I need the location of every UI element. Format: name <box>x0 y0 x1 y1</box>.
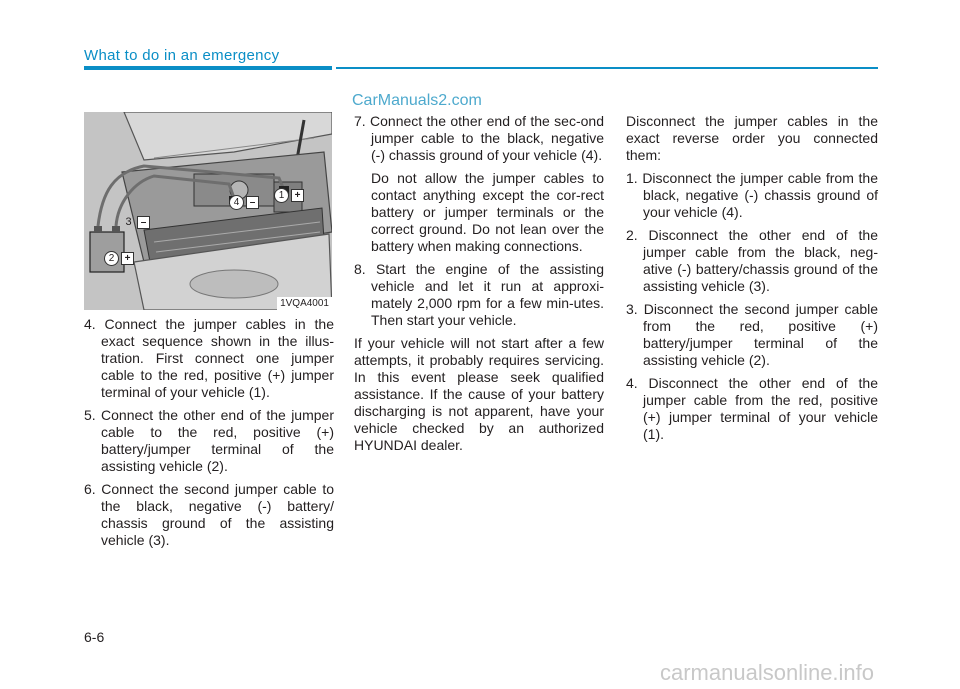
disconnect-intro: Disconnect the jumper cables in the exact reverse order you connected them: <box>626 113 878 163</box>
step-4: 4. Connect the jumper cables in the exact sequence shown in the illus-tration. First connect one jumper cable to the red, positive (+) jumper terminal of your vehicle (1). <box>84 316 334 400</box>
step-8: 8. Start the engine of the assisting vehicle and let it run at approxi-mately 2,000 rpm for a few min-utes. Then start your vehicle. <box>354 261 604 328</box>
callout-number: 2 <box>104 251 119 266</box>
disconnect-step-1: 1. Disconnect the jumper cable from the black, negative (-) chassis ground of your vehicle (4). <box>626 170 878 220</box>
disconnect-step-2: 2. Disconnect the other end of the jumper cable from the black, neg-ative (-) battery/chassis ground of the assisting vehicle (3). <box>626 227 878 294</box>
step-6: 6. Connect the second jumper cable to the black, negative (-) battery/ chassis ground of the assisting vehicle (3). <box>84 481 334 548</box>
header-rule-thick <box>84 66 332 70</box>
header-rule-thin <box>336 67 878 69</box>
positive-terminal-icon: + <box>291 189 304 202</box>
watermark-top[interactable]: CarManuals2.com <box>352 92 482 109</box>
step-7: 7. Connect the other end of the sec-ond jumper cable to the black, negative (-) chassis ground of your vehicle (4). <box>354 113 604 163</box>
disconnect-step-3: 3. Disconnect the second jumper cable from the red, positive (+) battery/jumper terminal of the assisting vehicle (2). <box>626 301 878 368</box>
step-5: 5. Connect the other end of the jumper cable to the red, positive (+) battery/jumper terminal of the assisting vehicle (2). <box>84 407 334 474</box>
service-paragraph: If your vehicle will not start after a few attempts, it probably requires servicing. In this event please seek qualified assistance. If the cause of your battery discharging is not apparent, have your vehicle checked by an authorized HYUNDAI dealer. <box>354 335 604 453</box>
callout-2 <box>104 251 134 266</box>
negative-terminal-icon: – <box>137 216 150 229</box>
callout-4 <box>229 195 259 210</box>
section-title: What to do in an emergency <box>84 47 280 64</box>
callout-number: 3 <box>125 216 132 228</box>
figure-code: 1VQA4001 <box>277 297 332 310</box>
page-number: 6-6 <box>84 629 105 645</box>
callout-3 <box>122 216 150 229</box>
callout-1 <box>274 188 304 203</box>
callout-number: 1 <box>274 188 289 203</box>
column-1 <box>84 316 334 555</box>
callout-number: 4 <box>229 195 244 210</box>
column-3 <box>626 113 878 449</box>
engine-bay-drawing <box>84 112 332 310</box>
step-7-note: Do not allow the jumper cables to contact anything except the cor-rect battery or jumper terminals or the correct ground. Do not lean over the battery when making connections. <box>371 170 604 254</box>
positive-terminal-icon: + <box>121 252 134 265</box>
negative-terminal-icon: – <box>246 196 259 209</box>
disconnect-step-4: 4. Disconnect the other end of the jumper cable from the red, positive (+) jumper terminal of your vehicle (1). <box>626 375 878 442</box>
jump-start-illustration <box>84 112 332 310</box>
column-2 <box>354 113 604 460</box>
watermark-bottom[interactable]: carmanualsonline.info <box>660 660 875 685</box>
